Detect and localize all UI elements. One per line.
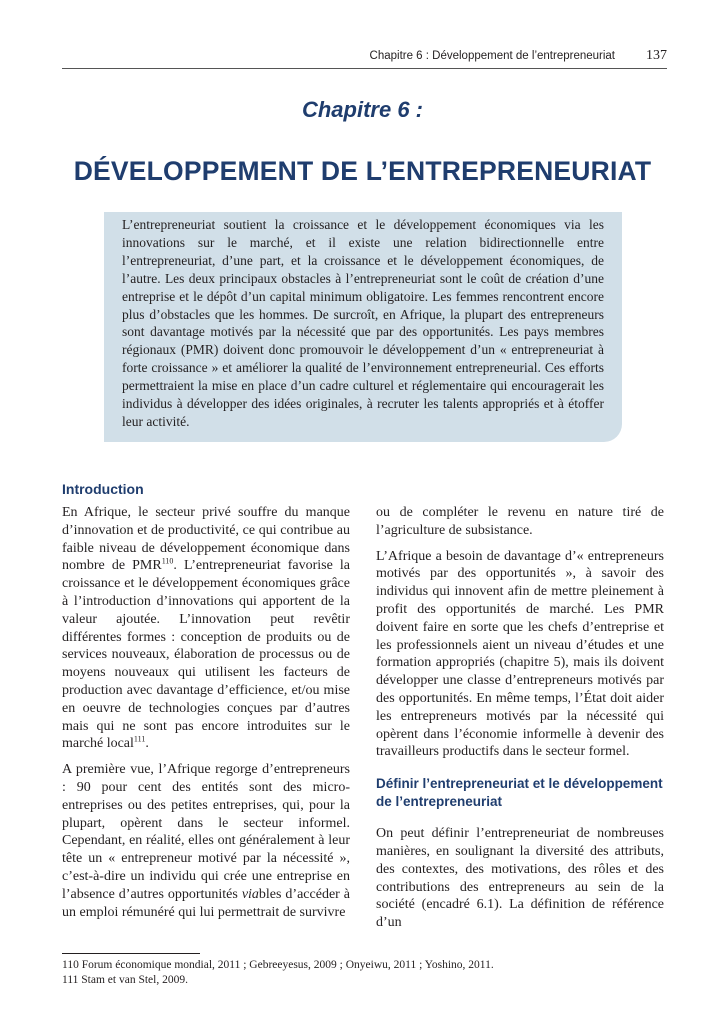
footnote-divider (62, 953, 200, 954)
chapter-label: Chapitre 6 : (301, 97, 424, 122)
running-head-title: Chapitre 6 : Développement de l’entrepreneuriat (369, 50, 615, 62)
intro-p1-text-b: . L’entrepreneuriat favorise la croissance et le développement économiques grâce à l’introduction d’innovations qui apportent de la valeur ajoutée. L’innovation peut revêtir différentes formes : conception de produits ou de services nouveaux, élaboration de processus ou de moyens nouveaux qui utilisent les facteurs de production avec davantage d’efficience, et/ou mise en oeuvre de technologies conçues par d’autres mais qui ne sont pas encore introduites sur le marché local (62, 558, 350, 752)
intro-p1-text-c: . (145, 736, 149, 752)
intro-p2-text-b: bles d’accéder à un emploi rémunéré qui lui permettrait de survivre (62, 886, 350, 920)
intro-p2-italic: via (241, 886, 259, 902)
footnote-ref-111: 111 (133, 734, 146, 744)
intro-p2-text-a: A première vue, l’Afrique regorge d’entrepreneurs : 90 pour cent des entités sont des micro-entreprises ou des petites entreprises, qui, pour la plupart, opèrent dans le secteur informel. Cependant, en réalité, elles ont généralement à leur tête un « entrepreneur motivé par la nécessité », c’est-à-dire un individu qui crée une entreprise en l’absence d’autres opportunités (62, 762, 350, 902)
footnote-110: 110 Forum économique mondial, 2011 ; Gebreeyesus, 2009 ; Onyeiwu, 2011 ; Yoshino, 2011. (62, 959, 494, 971)
footnotes (62, 958, 494, 988)
chapter-summary-box (104, 212, 622, 442)
page-number: 137 (646, 48, 667, 63)
introduction-heading: Introduction (62, 481, 144, 497)
definition-paragraph-1: On peut définir l’entrepreneuriat de nombreuses manières, en soulignant la diversité des attributs, des contextes, des motivations, des rôles et des contributions des entrepreneurs au sein de la société (encadré 6.1). La définition de référence d’un (376, 826, 664, 931)
footnote-111: 111 Stam et van Stel, 2009. (62, 974, 188, 986)
definition-heading: Définir l’entrepreneuriat et le développement de l’entrepreneuriat (376, 776, 663, 810)
chapter-title: DÉVELOPPEMENT DE L’ENTREPRENEURIAT (73, 156, 652, 186)
intro-p1-text-a: En Afrique, le secteur privé souffre du manque d’innovation et de productivité, ce qui contribue au faible niveau de développement économique dans nombre de PMR (62, 505, 350, 574)
intro-paragraph-2 (62, 761, 350, 921)
intro-paragraph-3: L’Afrique a besoin de davantage d’« entrepreneurs motivés par des opportunités », à savoir des individus qui innovent afin de mettre pleinement à profit des opportunités de marché. Les PMR doivent faire en sorte que les chefs d’entreprise et les professionnels aient un niveau d’études et une formation appropriés (chapitre 5), mais ils doivent développer une classe d’entrepreneurs motivés par des opportunités. En même temps, l’État doit aider les entrepreneurs motivés par la nécessité qui opèrent dans l’économie informelle à devenir des travailleurs productifs dans le secteur formel. (376, 548, 664, 760)
left-column (62, 504, 350, 929)
running-head (62, 46, 667, 69)
footnote-ref-110: 110 (161, 556, 174, 566)
intro-paragraph-2-continued: ou de compléter le revenu en nature tiré de l’agriculture de subsistance. (376, 505, 664, 538)
intro-paragraph-1 (62, 504, 350, 753)
chapter-summary-text: L’entrepreneuriat soutient la croissance et le développement économiques via les innovations sur le marché, et il existe une relation bidirectionnelle entre l’entrepreneuriat, d’une part, et la croissance et le développement économiques, de l’autre. Les deux principaux obstacles à l’entrepreneuriat sont le coût de création d’une entreprise et le dépôt d’un capital minimum obligatoire. Les femmes rencontrent encore plus d’obstacles que les hommes. De surcroît, en Afrique, la plupart des entrepreneurs sont davantage motivés par la nécessité que par des opportunités. Les pays membres régionaux (PMR) doivent donc promouvoir le développement d’un « entrepreneuriat à forte croissance » et améliorer la qualité de l’environnement entrepreneurial. Ces efforts permettraient la mise en place d’un cadre culturel et réglementaire qui encouragerait les individus à développer des idées originales, à recruter les talents appropriés et à étoffer leur activité. (122, 217, 604, 429)
right-column (376, 486, 664, 940)
